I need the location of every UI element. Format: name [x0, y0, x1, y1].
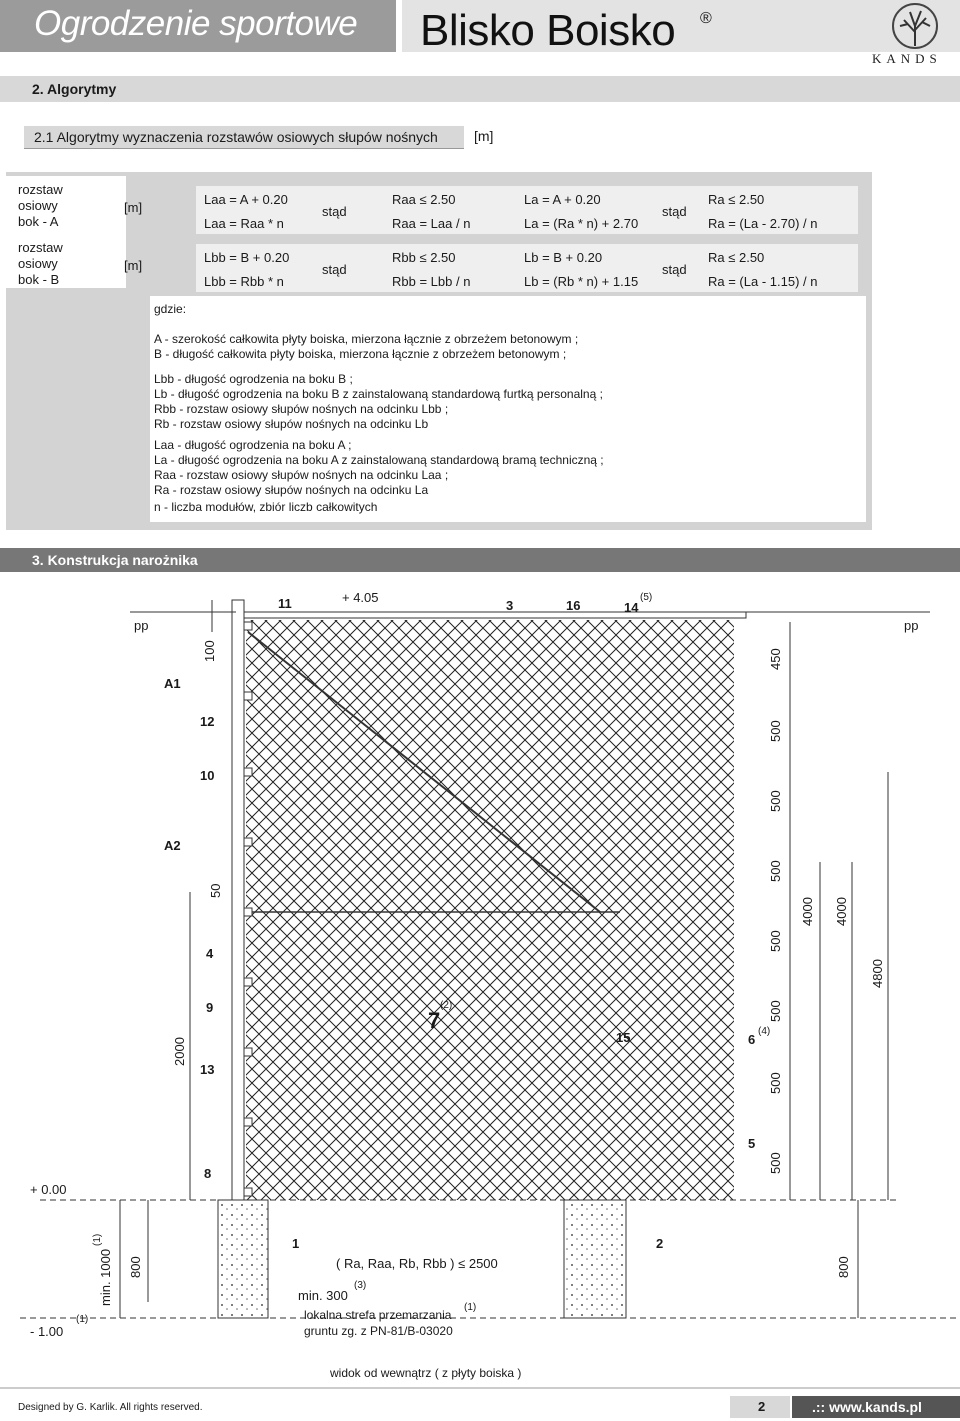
dim-500: 500: [768, 1072, 783, 1094]
dim-500: 500: [768, 720, 783, 742]
callout-2: 2: [656, 1236, 664, 1251]
page-number-box: [730, 1396, 790, 1418]
callout-9: 9: [206, 1000, 214, 1015]
section-21-title: 2.1 Algorytmy wyznaczenia rozstawów osiowych słupów nośnych: [34, 129, 438, 145]
frost-zone-note-2: gruntu zg. z PN-81/B-03020: [304, 1324, 453, 1338]
callout-12: 12: [200, 714, 215, 729]
row-a-label-3: bok - A: [18, 214, 59, 229]
formula-lbb-n: Lbb = Rbb * n: [204, 274, 284, 289]
foundation-right: [564, 1200, 626, 1318]
formula-raa-n: Raa = Laa / n: [392, 216, 471, 231]
dim-500: 500: [768, 930, 783, 952]
callout-15: 15: [616, 1030, 631, 1045]
legend-line: B - długość całkowita płyty boiska, mierzona łącznie z obrzeżem betonowym ;: [154, 347, 567, 361]
dim-500: 500: [768, 860, 783, 882]
dim-500: 500: [768, 1152, 783, 1174]
dim-500: 500: [768, 1000, 783, 1022]
formula-laa-n: Laa = Raa * n: [204, 216, 284, 231]
header-title: Ogrodzenie sportowe: [34, 4, 358, 43]
formula-lb: Lb = B + 0.20: [524, 250, 603, 265]
frost-zone-note-1: lokalna strefa przemarzania: [304, 1308, 452, 1322]
row-b-label-1: rozstaw: [18, 240, 63, 255]
formula-rb-n: Ra = (La - 1.15) / n: [708, 274, 818, 289]
row-a-label-2: osiowy: [18, 198, 58, 213]
frost-zone-ref: (1): [464, 1302, 477, 1313]
level-minus-one: - 1.00: [30, 1324, 64, 1339]
legend-line: A - szerokość całkowita płyty boiska, mierzona łącznie z obrzeżem betonowym ;: [154, 332, 579, 346]
formula-rbb-n: Rbb = Lbb / n: [392, 274, 471, 289]
callout-5: 5: [748, 1136, 756, 1151]
formula-rb: Ra ≤ 2.50: [708, 250, 765, 265]
view-note: widok od wewnątrz ( z płyty boiska ): [330, 1366, 522, 1380]
callout-3: 3: [506, 598, 514, 613]
row-a-label-1: rozstaw: [18, 182, 63, 197]
dim-500: 500: [768, 790, 783, 812]
section-2-title: 2. Algorytmy: [32, 81, 117, 97]
legend-line: Lbb - długość ogrodzenia na boku B ;: [154, 372, 353, 386]
row-a-stad-2: stąd: [662, 204, 687, 219]
brand-name: Blisko Boisko: [420, 6, 676, 55]
row-b-label: [18, 240, 63, 288]
formula-lbb: Lbb = B + 0.20: [204, 250, 290, 265]
top-rail: [236, 612, 746, 618]
formula-ra-n: Ra = (La - 2.70) / n: [708, 216, 818, 231]
legend-group-2: [154, 372, 603, 432]
website-link[interactable]: .:: www.kands.pl: [812, 1399, 922, 1415]
registered-mark: ®: [700, 10, 712, 27]
foundation-left: [218, 1200, 268, 1318]
callout-11: 11: [278, 596, 292, 611]
legend-group-3: [154, 438, 604, 498]
gdzie-label: gdzie:: [154, 302, 187, 316]
corner-post: [232, 600, 244, 1200]
level-405: + 4.05: [342, 590, 379, 605]
dim-100: 100: [202, 640, 217, 662]
section-2-bar: [0, 76, 960, 102]
spacing-note: ( Ra, Raa, Rb, Rbb ) ≤ 2500: [336, 1256, 498, 1271]
section-21-bar: [24, 126, 464, 149]
callout-16: 16: [566, 598, 581, 613]
row-b-unit: [m]: [124, 258, 143, 273]
row-b-stad-1: stąd: [322, 262, 347, 277]
legend-line: Rb - rozstaw osiowy słupów nośnych na odcinku Lb: [154, 417, 429, 431]
callout-7-ref: (2): [440, 1000, 453, 1011]
dim-800-right: 800: [836, 1256, 851, 1278]
formula-raa: Raa ≤ 2.50: [392, 192, 456, 207]
formula-ra: Ra ≤ 2.50: [708, 192, 765, 207]
legend-line: La - długość ogrodzenia na boku A z zainstalowaną standardową bramą techniczną ;: [154, 453, 604, 467]
dim-4000-a: 4000: [800, 897, 815, 926]
section-3-bar: [0, 548, 960, 572]
formula-la: La = A + 0.20: [524, 192, 601, 207]
callout-8: 8: [204, 1166, 212, 1181]
callout-14-ref: (5): [640, 592, 653, 603]
level-minus-ref: (1): [76, 1314, 89, 1325]
callout-13: 13: [200, 1062, 215, 1077]
dim-min-1000: min. 1000: [98, 1248, 113, 1306]
callout-a2: A2: [164, 838, 181, 853]
dim-4800: 4800: [870, 959, 885, 988]
pp-right: pp: [904, 618, 919, 633]
callout-4: 4: [206, 946, 214, 961]
callout-1: 1: [292, 1236, 300, 1251]
chain-link-mesh: [246, 620, 734, 1200]
row-b-label-3: bok - B: [18, 272, 60, 287]
legend-line-n: n - liczba modułów, zbiór liczb całkowitych: [154, 500, 378, 514]
legend-line: Ra - rozstaw osiowy słupów nośnych na odcinku La: [154, 483, 429, 497]
row-a-unit: [m]: [124, 200, 143, 215]
pp-left: pp: [134, 618, 149, 633]
dim-50: 50: [208, 883, 223, 898]
page-number: 2: [758, 1399, 766, 1414]
formula-rbb: Rbb ≤ 2.50: [392, 250, 456, 265]
formula-la-n: La = (Ra * n) + 2.70: [524, 216, 639, 231]
min-300-note: min. 300: [298, 1288, 348, 1303]
callout-7: 7: [428, 1008, 441, 1033]
callout-10: 10: [200, 768, 215, 783]
section-3-title: 3. Konstrukcja narożnika: [32, 552, 198, 568]
callout-6: 6: [748, 1032, 756, 1047]
row-a-stad-1: stąd: [322, 204, 347, 219]
legend-line: Rbb - rozstaw osiowy słupów nośnych na odcinku Lbb ;: [154, 402, 449, 416]
dim-800-left: 800: [128, 1256, 143, 1278]
logo-text: KANDS: [872, 51, 942, 66]
legend-line: Laa - długość ogrodzenia na boku A ;: [154, 438, 352, 452]
formula-lb-n: Lb = (Rb * n) + 1.15: [524, 274, 639, 289]
level-zero: + 0.00: [30, 1182, 67, 1197]
callout-14: 14: [624, 600, 639, 615]
row-b-label-2: osiowy: [18, 256, 58, 271]
min-300-ref: (3): [354, 1280, 367, 1291]
formula-laa: Laa = A + 0.20: [204, 192, 288, 207]
legend-group-1: [154, 332, 578, 362]
row-b-stad-2: stąd: [662, 262, 687, 277]
section-21-unit: [m]: [474, 128, 494, 144]
dim-2000: 2000: [172, 1037, 187, 1066]
row-a-label: [18, 182, 63, 230]
website-box: [792, 1396, 960, 1418]
legend-line: Raa - rozstaw osiowy słupów nośnych na odcinku Laa ;: [154, 468, 449, 482]
callout-6-ref: (4): [758, 1026, 771, 1037]
footer-credit: Designed by G. Karlik. All rights reserved.: [18, 1402, 203, 1413]
legend-line: Lb - długość ogrodzenia na boku B z zainstalowaną standardową furtką personalną ;: [154, 387, 603, 401]
dim-min-1000-ref: (1): [92, 1233, 103, 1246]
callout-a1: A1: [164, 676, 181, 691]
dim-4000-b: 4000: [834, 897, 849, 926]
dim-450: 450: [768, 648, 783, 670]
header-title-bar: [0, 0, 396, 52]
